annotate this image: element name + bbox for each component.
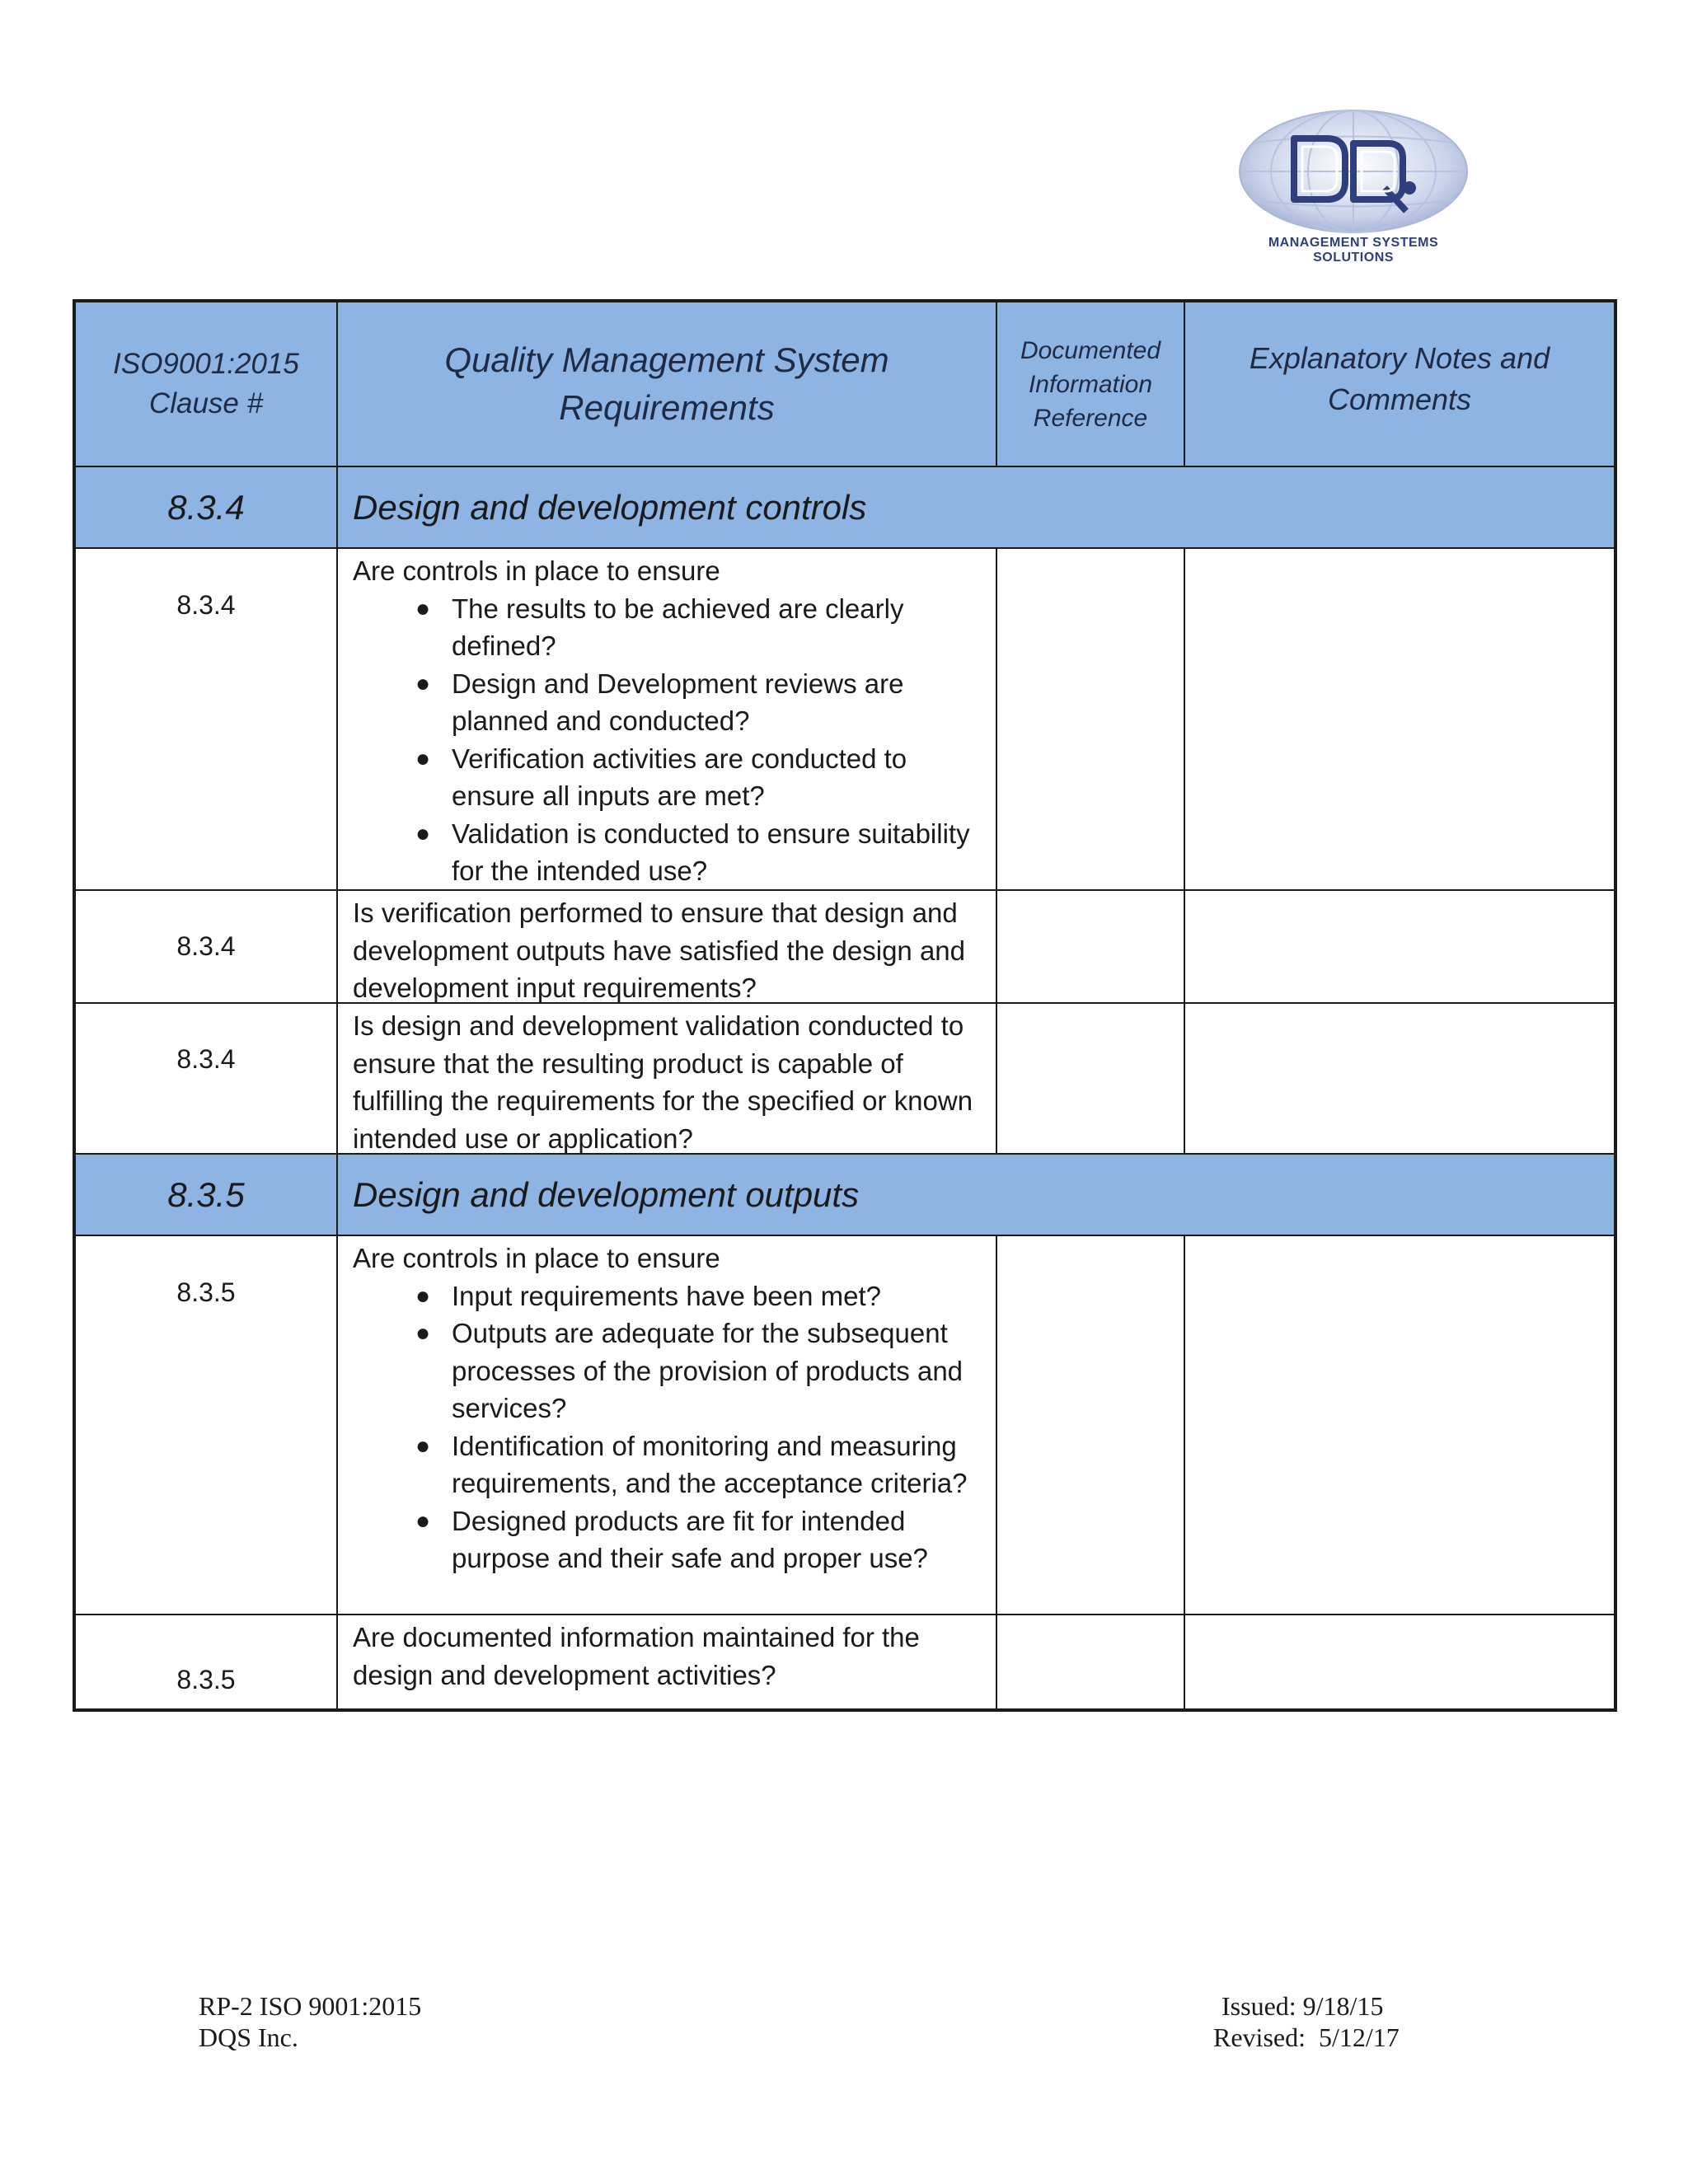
header-clause-line1: ISO9001:2015 (113, 348, 299, 380)
header-doc-line1: Documented (1020, 336, 1161, 364)
table-header-row (76, 302, 1614, 467)
section-clause: 8.3.4 (76, 467, 338, 547)
row-notes[interactable] (1185, 549, 1614, 889)
row-clause: 8.3.5 (76, 1236, 338, 1614)
footer-company: DQS Inc. (199, 2022, 298, 2052)
row-requirement (338, 1615, 997, 1708)
table-row (76, 891, 1614, 1004)
header-requirements-line1: Quality Management System (444, 340, 889, 379)
row-requirement (338, 1236, 997, 1614)
requirement-text: Is verification performed to ensure that design and development outputs have satisfied the design and development input requirements? (353, 898, 966, 1003)
dqs-logo (1230, 105, 1477, 265)
header-requirements-line2: Requirements (559, 388, 775, 427)
row-clause: 8.3.4 (76, 891, 338, 1002)
requirement-bullets (353, 590, 987, 890)
row-requirement (338, 891, 997, 1002)
globe-logo-icon (1230, 105, 1477, 237)
requirement-text: Is design and development validation conducted to ensure that the resulting product is capable of fulfilling the requirements for the specified or known intended use or application? (353, 1010, 973, 1154)
list-item: ● Designed products are fit for intended purpose and their safe and proper use? (353, 1502, 987, 1577)
header-doc-line2: Information (1028, 370, 1153, 398)
bullet-icon: ● (415, 1319, 431, 1347)
bullet-icon: ● (415, 1282, 431, 1310)
requirement-bullets (353, 1277, 987, 1577)
table-row (76, 1615, 1614, 1708)
row-notes[interactable] (1185, 1615, 1614, 1708)
header-clause (76, 302, 338, 466)
row-documented-info[interactable] (997, 549, 1185, 889)
footer-doc-id: RP-2 ISO 9001:2015 (199, 1991, 422, 2021)
header-notes-line1: Explanatory Notes and (1249, 341, 1550, 375)
section-title: Design and development outputs (353, 1174, 860, 1214)
table-row (76, 1004, 1614, 1155)
row-clause: 8.3.4 (76, 549, 338, 889)
footer-left (199, 1990, 421, 2053)
requirements-table (73, 299, 1617, 1712)
bullet-icon: ● (415, 819, 431, 847)
section-title: Design and development controls (353, 487, 867, 527)
row-notes[interactable] (1185, 891, 1614, 1002)
list-item: ● The results to be achieved are clearly defined? (353, 590, 987, 665)
list-item: ● Identification of monitoring and measuring requirements, and the acceptance criteria? (353, 1427, 987, 1502)
footer-issued: Issued: 9/18/15 (1221, 1991, 1384, 2021)
row-notes[interactable] (1185, 1004, 1614, 1153)
bullet-icon: ● (415, 1432, 431, 1460)
row-documented-info[interactable] (997, 1615, 1185, 1708)
list-item: ● Validation is conducted to ensure suitability for the intended use? (353, 815, 987, 890)
logo-tagline: MANAGEMENT SYSTEMS SOLUTIONS (1268, 236, 1439, 265)
list-item: ● Design and Development reviews are planned and conducted? (353, 665, 987, 740)
row-clause: 8.3.4 (76, 1004, 338, 1153)
section-row-8-3-4 (76, 467, 1614, 549)
header-notes (1185, 302, 1614, 466)
list-item: ● Verification activities are conducted to ensure all inputs are met? (353, 740, 987, 815)
row-documented-info[interactable] (997, 1004, 1185, 1153)
row-clause: 8.3.5 (76, 1615, 338, 1708)
header-requirements (338, 302, 997, 466)
footer-right (1213, 1990, 1400, 2053)
row-documented-info[interactable] (997, 1236, 1185, 1614)
bullet-icon: ● (415, 744, 431, 772)
requirement-intro: Are controls in place to ensure (353, 555, 720, 586)
header-doc-line3: Reference (1033, 404, 1148, 432)
table-row (76, 1236, 1614, 1615)
header-documented-info (997, 302, 1185, 466)
list-item: ● Input requirements have been met? (353, 1277, 987, 1315)
requirement-text: Are documented information maintained for the design and development activities? (353, 1622, 920, 1690)
row-requirement (338, 1004, 997, 1153)
section-row-8-3-5 (76, 1155, 1614, 1236)
footer-revised: Revised: 5/12/17 (1213, 2022, 1400, 2052)
row-notes[interactable] (1185, 1236, 1614, 1614)
header-clause-line2: Clause # (148, 387, 264, 419)
bullet-icon: ● (415, 594, 431, 622)
header-notes-line2: Comments (1327, 382, 1472, 416)
section-clause: 8.3.5 (76, 1155, 338, 1235)
table-row (76, 549, 1614, 891)
row-documented-info[interactable] (997, 891, 1185, 1002)
requirement-intro: Are controls in place to ensure (353, 1243, 720, 1273)
bullet-icon: ● (415, 669, 431, 697)
list-item: ● Outputs are adequate for the subsequent processes of the provision of products and services? (353, 1315, 987, 1427)
bullet-icon: ● (415, 1507, 431, 1535)
row-requirement (338, 549, 997, 889)
